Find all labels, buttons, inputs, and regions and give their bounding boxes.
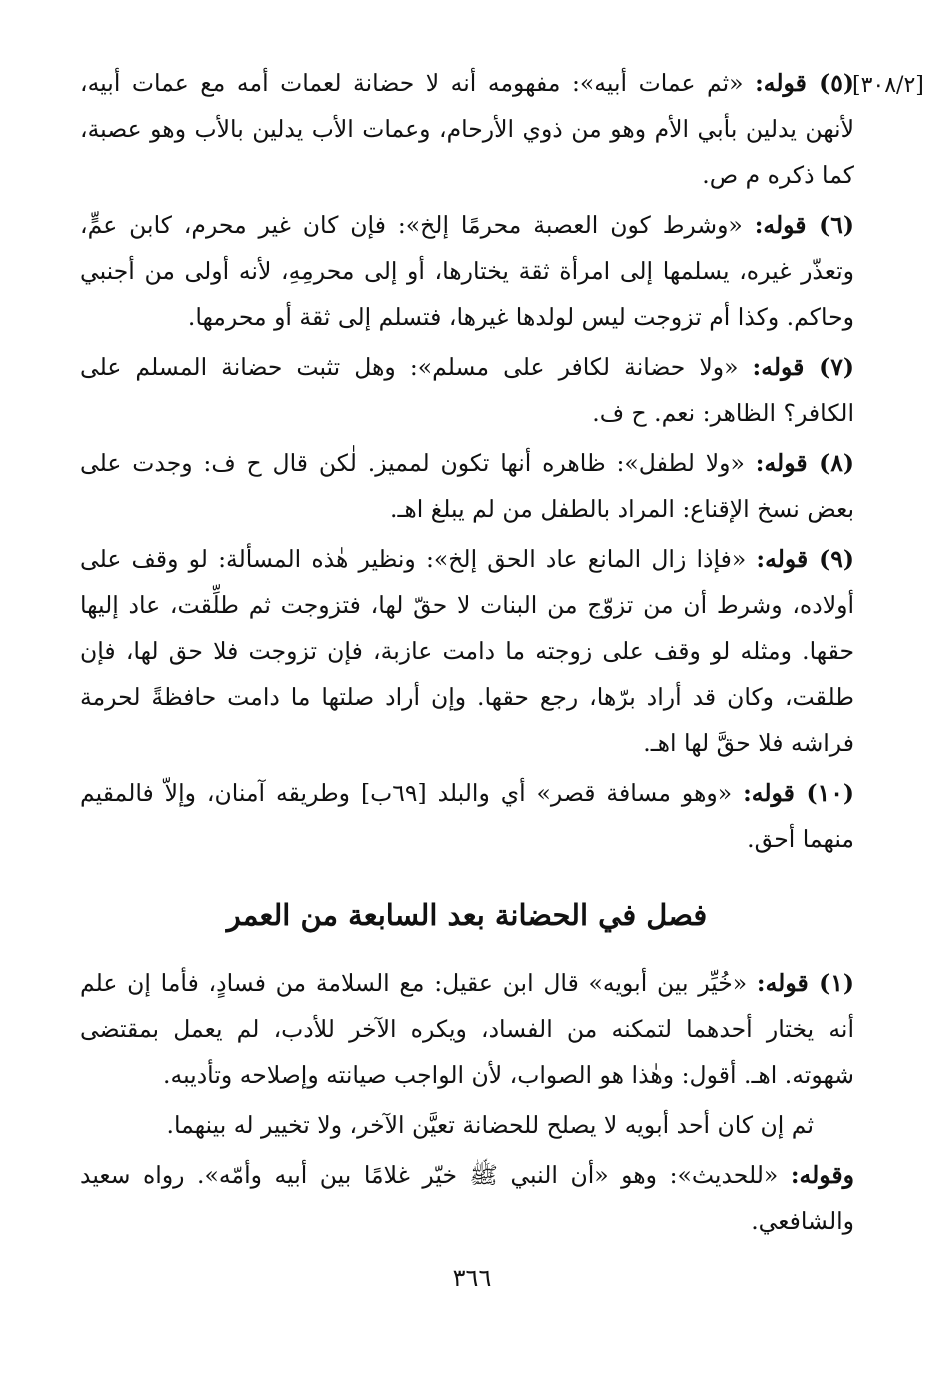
note-7 — [80, 344, 854, 436]
page-body — [80, 60, 854, 1350]
note-6 — [80, 202, 854, 340]
note-10 — [80, 770, 854, 862]
note-9 — [80, 536, 854, 766]
note-label: (٨) قوله: — [755, 449, 854, 477]
note-label: (٥) قوله: — [755, 69, 855, 97]
note-text: «خُيِّر بين أبويه» قال ابن عقيل: مع السلامة من فسادٍ، فأما إن علم أنه يختار أحدهما لتمكنه من الفساد، ويكره الآخر للأدب، لم يعمل بمقتضى شهوته. اهـ. أقول: وهٰذا هو الصواب، لأن الواجب صيانته وإصلاحه وتأديبه. — [80, 969, 854, 1089]
note-1 — [80, 960, 854, 1098]
note-text: «فإذا زال المانع عاد الحق إلخ»: ونظير هٰذه المسألة: لو وقف على أولاده، وشرط أن من تزوّج من البنات لا حقّ لها، فتزوجت ثم طلِّقت، عاد إليها حقها. ومثله لو وقف على زوجته ما دامت عازبة، فإن تزوجت فلا حق لها، فإن طلقت، وكان قد أراد برّها، رجع حقها. وإن أراد صلتها ما دامت حافظةً لحرمة فراشه فلا حقَّ لها اهـ. — [80, 545, 854, 757]
margin-reference: [٣٠٨/٢] — [852, 73, 924, 98]
note-text: «للحديث»: وهو «أن النبي ﷺ خيّر غلامًا بين أبيه وأمّه». رواه سعيد والشافعي. — [80, 1161, 854, 1235]
note-text: ثم إن كان أحد أبويه لا يصلح للحضانة تعيَّن الآخر، ولا تخيير له بينهما. — [166, 1111, 814, 1139]
note-continuation — [80, 1102, 854, 1148]
note-hadith — [80, 1152, 854, 1244]
note-text: «ولا لطفل»: ظاهره أنها تكون لمميز. لٰكن قال ح ف: وجدت على بعض نسخ الإقناع: المراد بالطفل من لم يبلغ اهـ. — [80, 449, 854, 523]
note-5 — [80, 60, 854, 198]
note-label: (٦) قوله: — [754, 211, 854, 239]
note-8 — [80, 440, 854, 532]
note-label: (١٠) قوله: — [743, 779, 854, 807]
page-number: ٣٦٦ — [452, 1264, 492, 1292]
note-text: «ثم عمات أبيه»: مفهومه أنه لا حضانة لعمات أمه مع عمات أبيه، لأنهن يدلين بأبي الأم وهو من ذوي الأرحام، وعمات الأب يدلين بالأب وهو عصبة، كما ذكره م ص. — [80, 69, 854, 189]
note-label: (١) قوله: — [756, 969, 854, 997]
note-label: (٧) قوله: — [752, 353, 854, 381]
note-label: (٩) قوله: — [756, 545, 854, 573]
note-text: «ولا حضانة لكافر على مسلم»: وهل تثبت حضانة المسلم على الكافر؟ الظاهر: نعم. ح ف. — [80, 353, 854, 427]
note-text: «وشرط كون العصبة محرمًا إلخ»: فإن كان غير محرم، كابن عمٍّ، وتعذّر غيره، يسلمها إلى امرأة ثقة يختارها، أو إلى محرمِهِ، لأنه أولى من أجنبي وحاكم. وكذا أم تزوجت ليس لولدها غيرها، فتسلم إلى ثقة أو محرمها. — [80, 211, 854, 331]
note-label: وقوله: — [790, 1161, 854, 1189]
section-title: فصل في الحضانة بعد السابعة من العمر — [226, 898, 708, 932]
note-text: «وهو مسافة قصر» أي والبلد [٦٩ب] وطريقه آمنان، وإلاّ فالمقيم منهما أحق. — [80, 779, 854, 853]
